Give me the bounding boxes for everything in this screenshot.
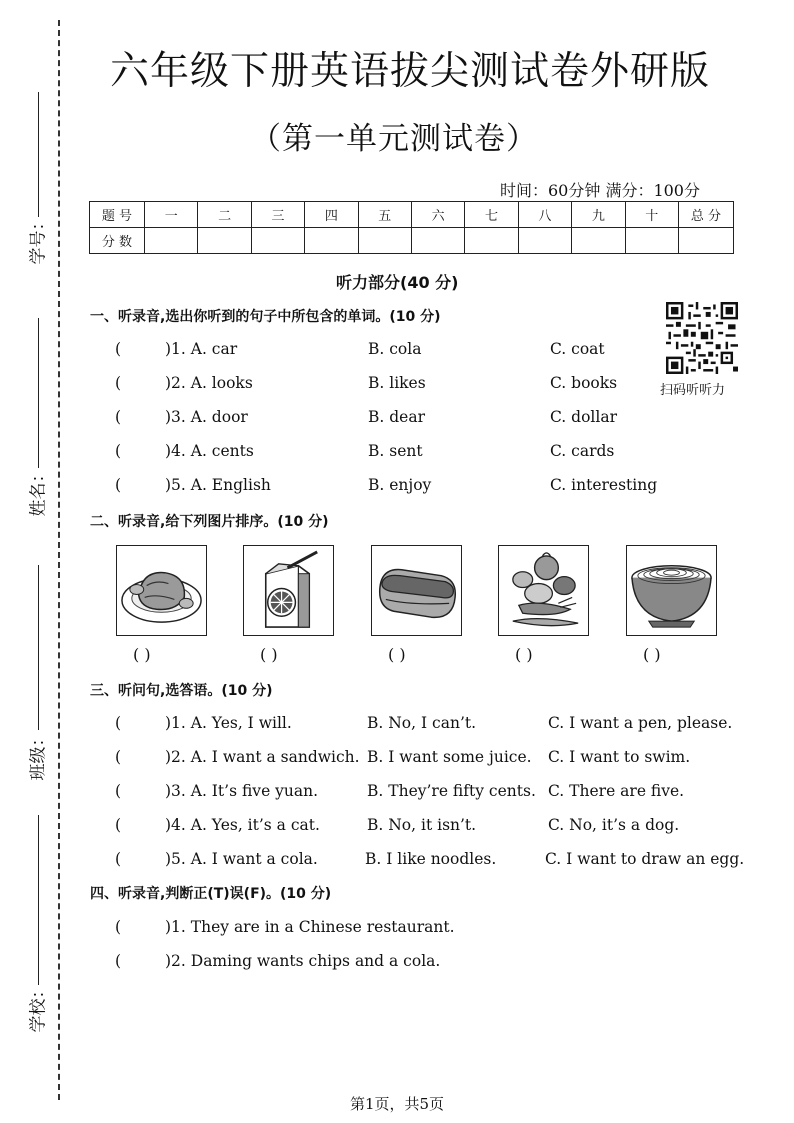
q4-heading: 四、听录音,判断正(T)误(F)。(10 分)	[90, 886, 332, 902]
option-b: B. likes	[368, 374, 426, 392]
class-label: 班级：	[28, 729, 49, 781]
answer-blank[interactable]: (	[115, 714, 122, 732]
juice-box-icon	[244, 546, 333, 635]
vegetables-picture	[498, 545, 589, 636]
option-a: )5. A. I want a cola.	[165, 850, 318, 868]
qr-code-icon[interactable]	[666, 302, 738, 374]
score-table-header: 六	[411, 202, 464, 228]
student-id-label: 学号：	[28, 213, 49, 265]
option-b: B. I want some juice.	[367, 748, 532, 766]
score-cell[interactable]	[625, 228, 678, 254]
score-cell[interactable]	[358, 228, 411, 254]
score-cell[interactable]	[411, 228, 464, 254]
option-a: )4. A. cents	[165, 442, 254, 460]
q3-heading: 三、听问句,选答语。(10 分)	[90, 683, 273, 699]
score-table-header-row	[90, 202, 734, 228]
vegetables-icon	[499, 546, 588, 635]
score-table-header: 七	[465, 202, 518, 228]
option-a: )1. A. car	[165, 340, 238, 358]
chicken-icon	[117, 546, 206, 635]
q1-heading: 一、听录音,选出你听到的句子中所包含的单词。(10 分)	[90, 309, 441, 325]
class-line	[38, 565, 39, 730]
answer-blank[interactable]: (	[115, 374, 122, 392]
option-c: C. coat	[550, 340, 605, 358]
option-b: B. sent	[368, 442, 423, 460]
page-footer: 第1页，共5页	[349, 1095, 445, 1113]
option-a: )2. A. I want a sandwich.	[165, 748, 360, 766]
school-label: 学校：	[28, 981, 49, 1033]
option-b: B. dear	[368, 408, 425, 426]
score-table-header: 五	[358, 202, 411, 228]
option-a: )3. A. door	[165, 408, 248, 426]
score-table-header: 总 分	[679, 202, 734, 228]
score-table-header: 九	[572, 202, 625, 228]
picture-order-blank[interactable]: ( )	[133, 645, 151, 664]
picture-order-blank[interactable]: ( )	[643, 645, 661, 664]
score-table-header: 题 号	[90, 202, 145, 228]
picture-order-blank[interactable]: ( )	[388, 645, 406, 664]
option-a: )1. A. Yes, I will.	[165, 714, 292, 732]
statement: )1. They are in a Chinese restaurant.	[165, 918, 455, 936]
score-row-label: 分 数	[90, 228, 145, 254]
answer-blank[interactable]: (	[115, 850, 122, 868]
option-b: B. No, I can’t.	[367, 714, 477, 732]
score-cell[interactable]	[572, 228, 625, 254]
noodles-picture	[626, 545, 717, 636]
option-a: )5. A. English	[165, 476, 271, 494]
binding-dashed-line	[58, 20, 60, 1100]
q2-heading: 二、听录音,给下列图片排序。(10 分)	[90, 514, 329, 530]
answer-blank[interactable]: (	[115, 442, 122, 460]
score-table-header: 四	[305, 202, 358, 228]
hot-dog-picture	[371, 545, 462, 636]
score-table-header: 一	[145, 202, 198, 228]
picture-order-blank[interactable]: ( )	[515, 645, 533, 664]
score-table-header: 二	[198, 202, 251, 228]
score-table-header: 三	[251, 202, 304, 228]
answer-blank[interactable]: (	[115, 952, 122, 970]
option-a: )4. A. Yes, it’s a cat.	[165, 816, 320, 834]
option-b: B. They’re fifty cents.	[367, 782, 536, 800]
option-a: )2. A. looks	[165, 374, 253, 392]
time-info: 时间：60分钟 满分：100分	[500, 181, 700, 200]
option-b: B. cola	[368, 340, 422, 358]
option-c: C. No, it’s a dog.	[548, 816, 680, 834]
score-cell[interactable]	[679, 228, 734, 254]
score-cell[interactable]	[198, 228, 251, 254]
option-c: C. cards	[550, 442, 615, 460]
hot-dog-icon	[372, 546, 461, 635]
answer-blank[interactable]: (	[115, 816, 122, 834]
student-id-line	[38, 92, 39, 217]
score-table-header: 八	[518, 202, 571, 228]
name-label: 姓名：	[28, 465, 49, 517]
score-cell[interactable]	[465, 228, 518, 254]
score-table	[89, 201, 734, 254]
qr-caption: 扫码听听力	[660, 383, 726, 398]
chicken-picture	[116, 545, 207, 636]
answer-blank[interactable]: (	[115, 340, 122, 358]
score-table-score-row	[90, 228, 734, 254]
page-subtitle: （第一单元测试卷）	[250, 121, 538, 157]
option-c: C. There are five.	[548, 782, 685, 800]
statement: )2. Daming wants chips and a cola.	[165, 952, 441, 970]
score-cell[interactable]	[518, 228, 571, 254]
answer-blank[interactable]: (	[115, 408, 122, 426]
score-cell[interactable]	[251, 228, 304, 254]
score-cell[interactable]	[305, 228, 358, 254]
option-c: C. dollar	[550, 408, 617, 426]
option-b: B. I like noodles.	[365, 850, 497, 868]
answer-blank[interactable]: (	[115, 918, 122, 936]
option-c: C. interesting	[550, 476, 658, 494]
score-table-header: 十	[625, 202, 678, 228]
answer-blank[interactable]: (	[115, 476, 122, 494]
option-c: C. books	[550, 374, 618, 392]
picture-order-blank[interactable]: ( )	[260, 645, 278, 664]
school-line	[38, 815, 39, 985]
page-title: 六年级下册英语拔尖测试卷外研版	[109, 49, 710, 94]
noodles-icon	[627, 546, 716, 635]
score-cell[interactable]	[145, 228, 198, 254]
listening-section-title: 听力部分(40 分)	[336, 273, 459, 292]
juice-picture	[243, 545, 334, 636]
answer-blank[interactable]: (	[115, 748, 122, 766]
option-a: )3. A. It’s five yuan.	[165, 782, 319, 800]
option-c: C. I want to swim.	[548, 748, 691, 766]
name-line	[38, 318, 39, 468]
option-c: C. I want a pen, please.	[548, 714, 733, 732]
option-b: B. enjoy	[368, 476, 432, 494]
option-b: B. No, it isn’t.	[367, 816, 477, 834]
answer-blank[interactable]: (	[115, 782, 122, 800]
option-c: C. I want to draw an egg.	[545, 850, 745, 868]
